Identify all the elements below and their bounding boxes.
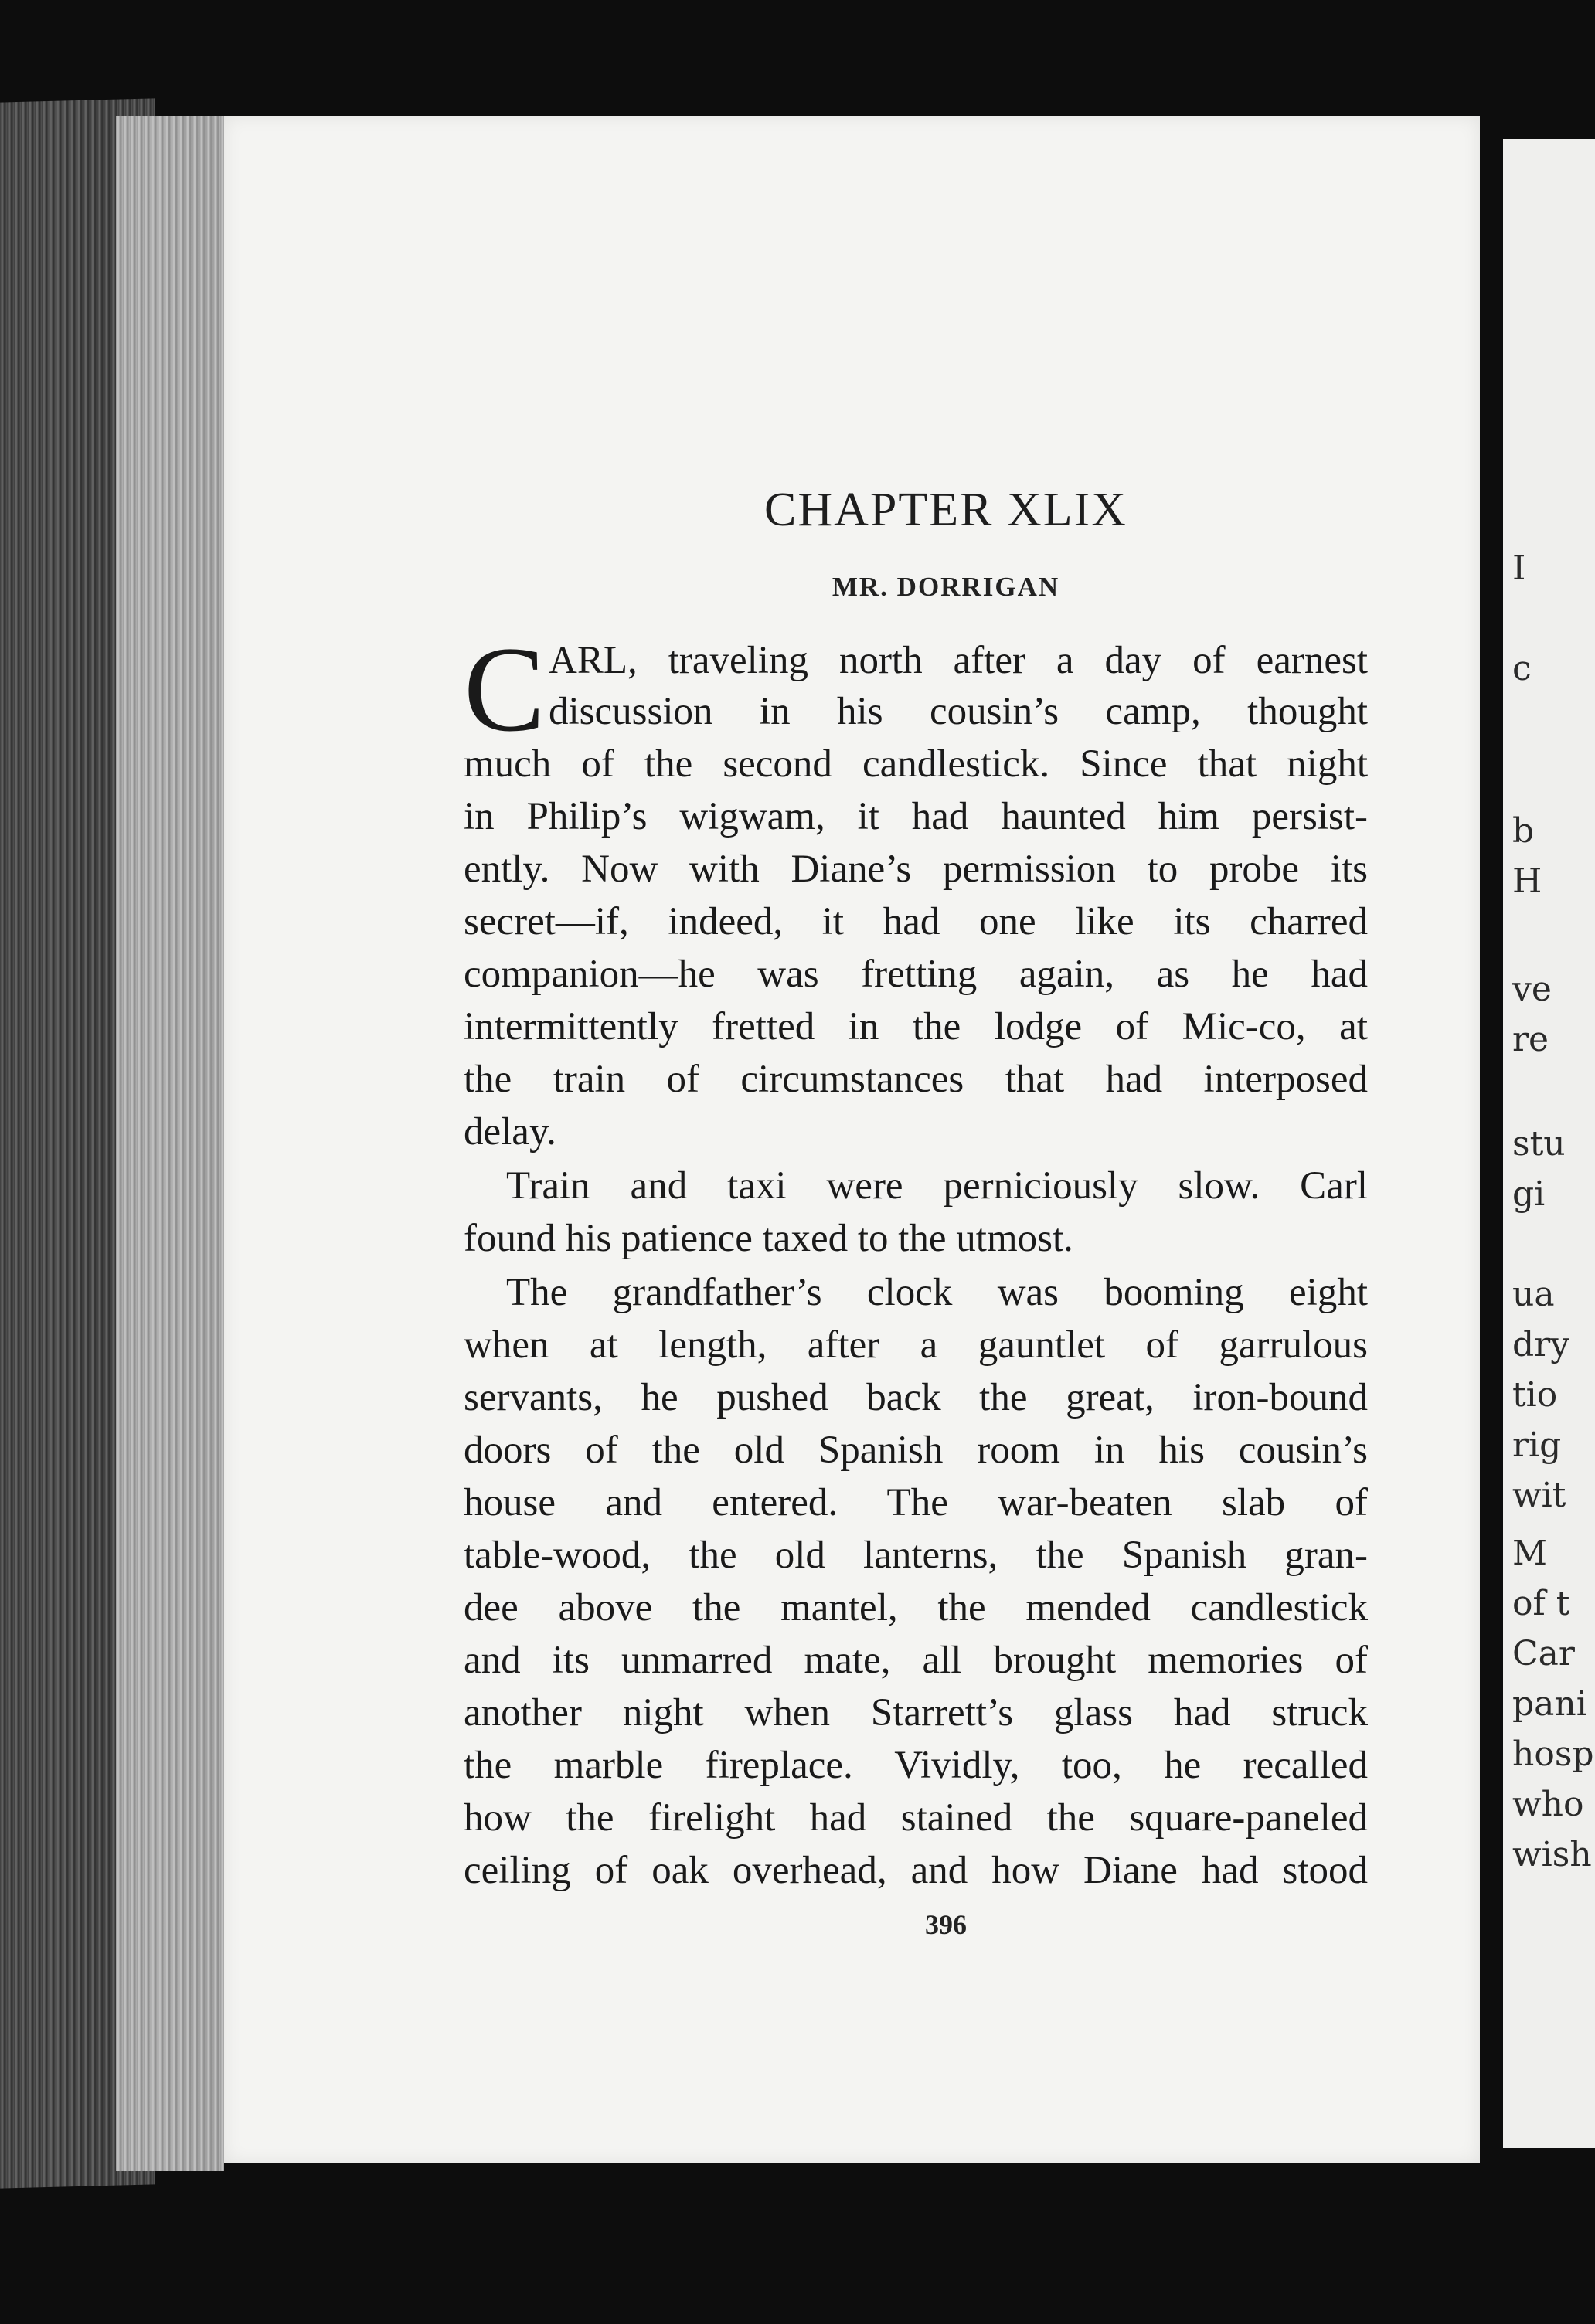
facing-page (1503, 139, 1595, 2148)
facing-text: M (1512, 1534, 1548, 1573)
text-line: The grandfather’s clock was booming eight (506, 1271, 1368, 1314)
text-line: ently. Now with Diane’s permission to probe its (464, 848, 1368, 891)
drop-cap: C (464, 622, 546, 757)
facing-text: stu (1512, 1124, 1566, 1164)
text-line: house and entered. The war-beaten slab of (464, 1481, 1368, 1524)
text-line: found his patience taxed to the utmost. (464, 1217, 1073, 1260)
facing-text: wish (1512, 1835, 1592, 1874)
facing-text: I (1512, 549, 1526, 588)
facing-text: hosp (1512, 1735, 1594, 1774)
facing-text: c (1512, 649, 1532, 688)
text-line: companion—he was fretting again, as he had (464, 953, 1368, 996)
chapter-subtitle: MR. DORRIGAN (832, 572, 1060, 602)
text-line: the marble fireplace. Vividly, too, he recalled (464, 1744, 1368, 1787)
facing-text: H (1512, 861, 1542, 901)
facing-text: dry (1512, 1325, 1570, 1364)
facing-text: wit (1512, 1476, 1566, 1515)
facing-text: who (1512, 1785, 1584, 1824)
text-line: secret—if, indeed, it had one like its charred (464, 900, 1368, 943)
text-line: and its unmarred mate, all brought memories of (464, 1639, 1368, 1682)
facing-text: re (1512, 1020, 1549, 1059)
text-line: delay. (464, 1110, 556, 1154)
text-line: another night when Starrett’s glass had struck (464, 1691, 1368, 1735)
text-line: Train and taxi were perniciously slow. Carl (506, 1164, 1368, 1208)
page-number: 396 (925, 1909, 967, 1940)
text-line: doors of the old Spanish room in his cousin’s (464, 1429, 1368, 1472)
text-line: ARL, traveling north after a day of earnest (549, 639, 1368, 682)
facing-text: pani (1512, 1684, 1587, 1724)
facing-text: ua (1512, 1275, 1555, 1314)
text-line: when at length, after a gauntlet of garrulous (464, 1323, 1368, 1367)
text-line: discussion in his cousin’s camp, thought (549, 690, 1368, 733)
text-line: how the firelight had stained the square-paneled (464, 1796, 1368, 1840)
text-line: dee above the mantel, the mended candlestick (464, 1586, 1368, 1629)
text-line: servants, he pushed back the great, iron-bound (464, 1376, 1368, 1419)
facing-text: gi (1512, 1174, 1546, 1214)
text-line: in Philip’s wigwam, it had haunted him persist- (464, 795, 1368, 838)
facing-text: tio (1512, 1375, 1558, 1415)
facing-text: ve (1512, 970, 1552, 1009)
text-line: the train of circumstances that had interposed (464, 1058, 1368, 1101)
text-line: much of the second candlestick. Since that night (464, 742, 1368, 786)
facing-text: Car (1512, 1634, 1575, 1673)
facing-text: of t (1512, 1584, 1570, 1623)
text-line: ceiling of oak overhead, and how Diane had stood (464, 1849, 1368, 1892)
text-line: intermittently fretted in the lodge of Mic-co, at (464, 1005, 1368, 1048)
text-line: table-wood, the old lanterns, the Spanish gran- (464, 1534, 1368, 1577)
facing-text: rig (1512, 1425, 1562, 1465)
facing-text: b (1512, 811, 1535, 851)
chapter-title: CHAPTER XLIX (763, 484, 1128, 536)
book-page-edges-light (116, 116, 224, 2171)
